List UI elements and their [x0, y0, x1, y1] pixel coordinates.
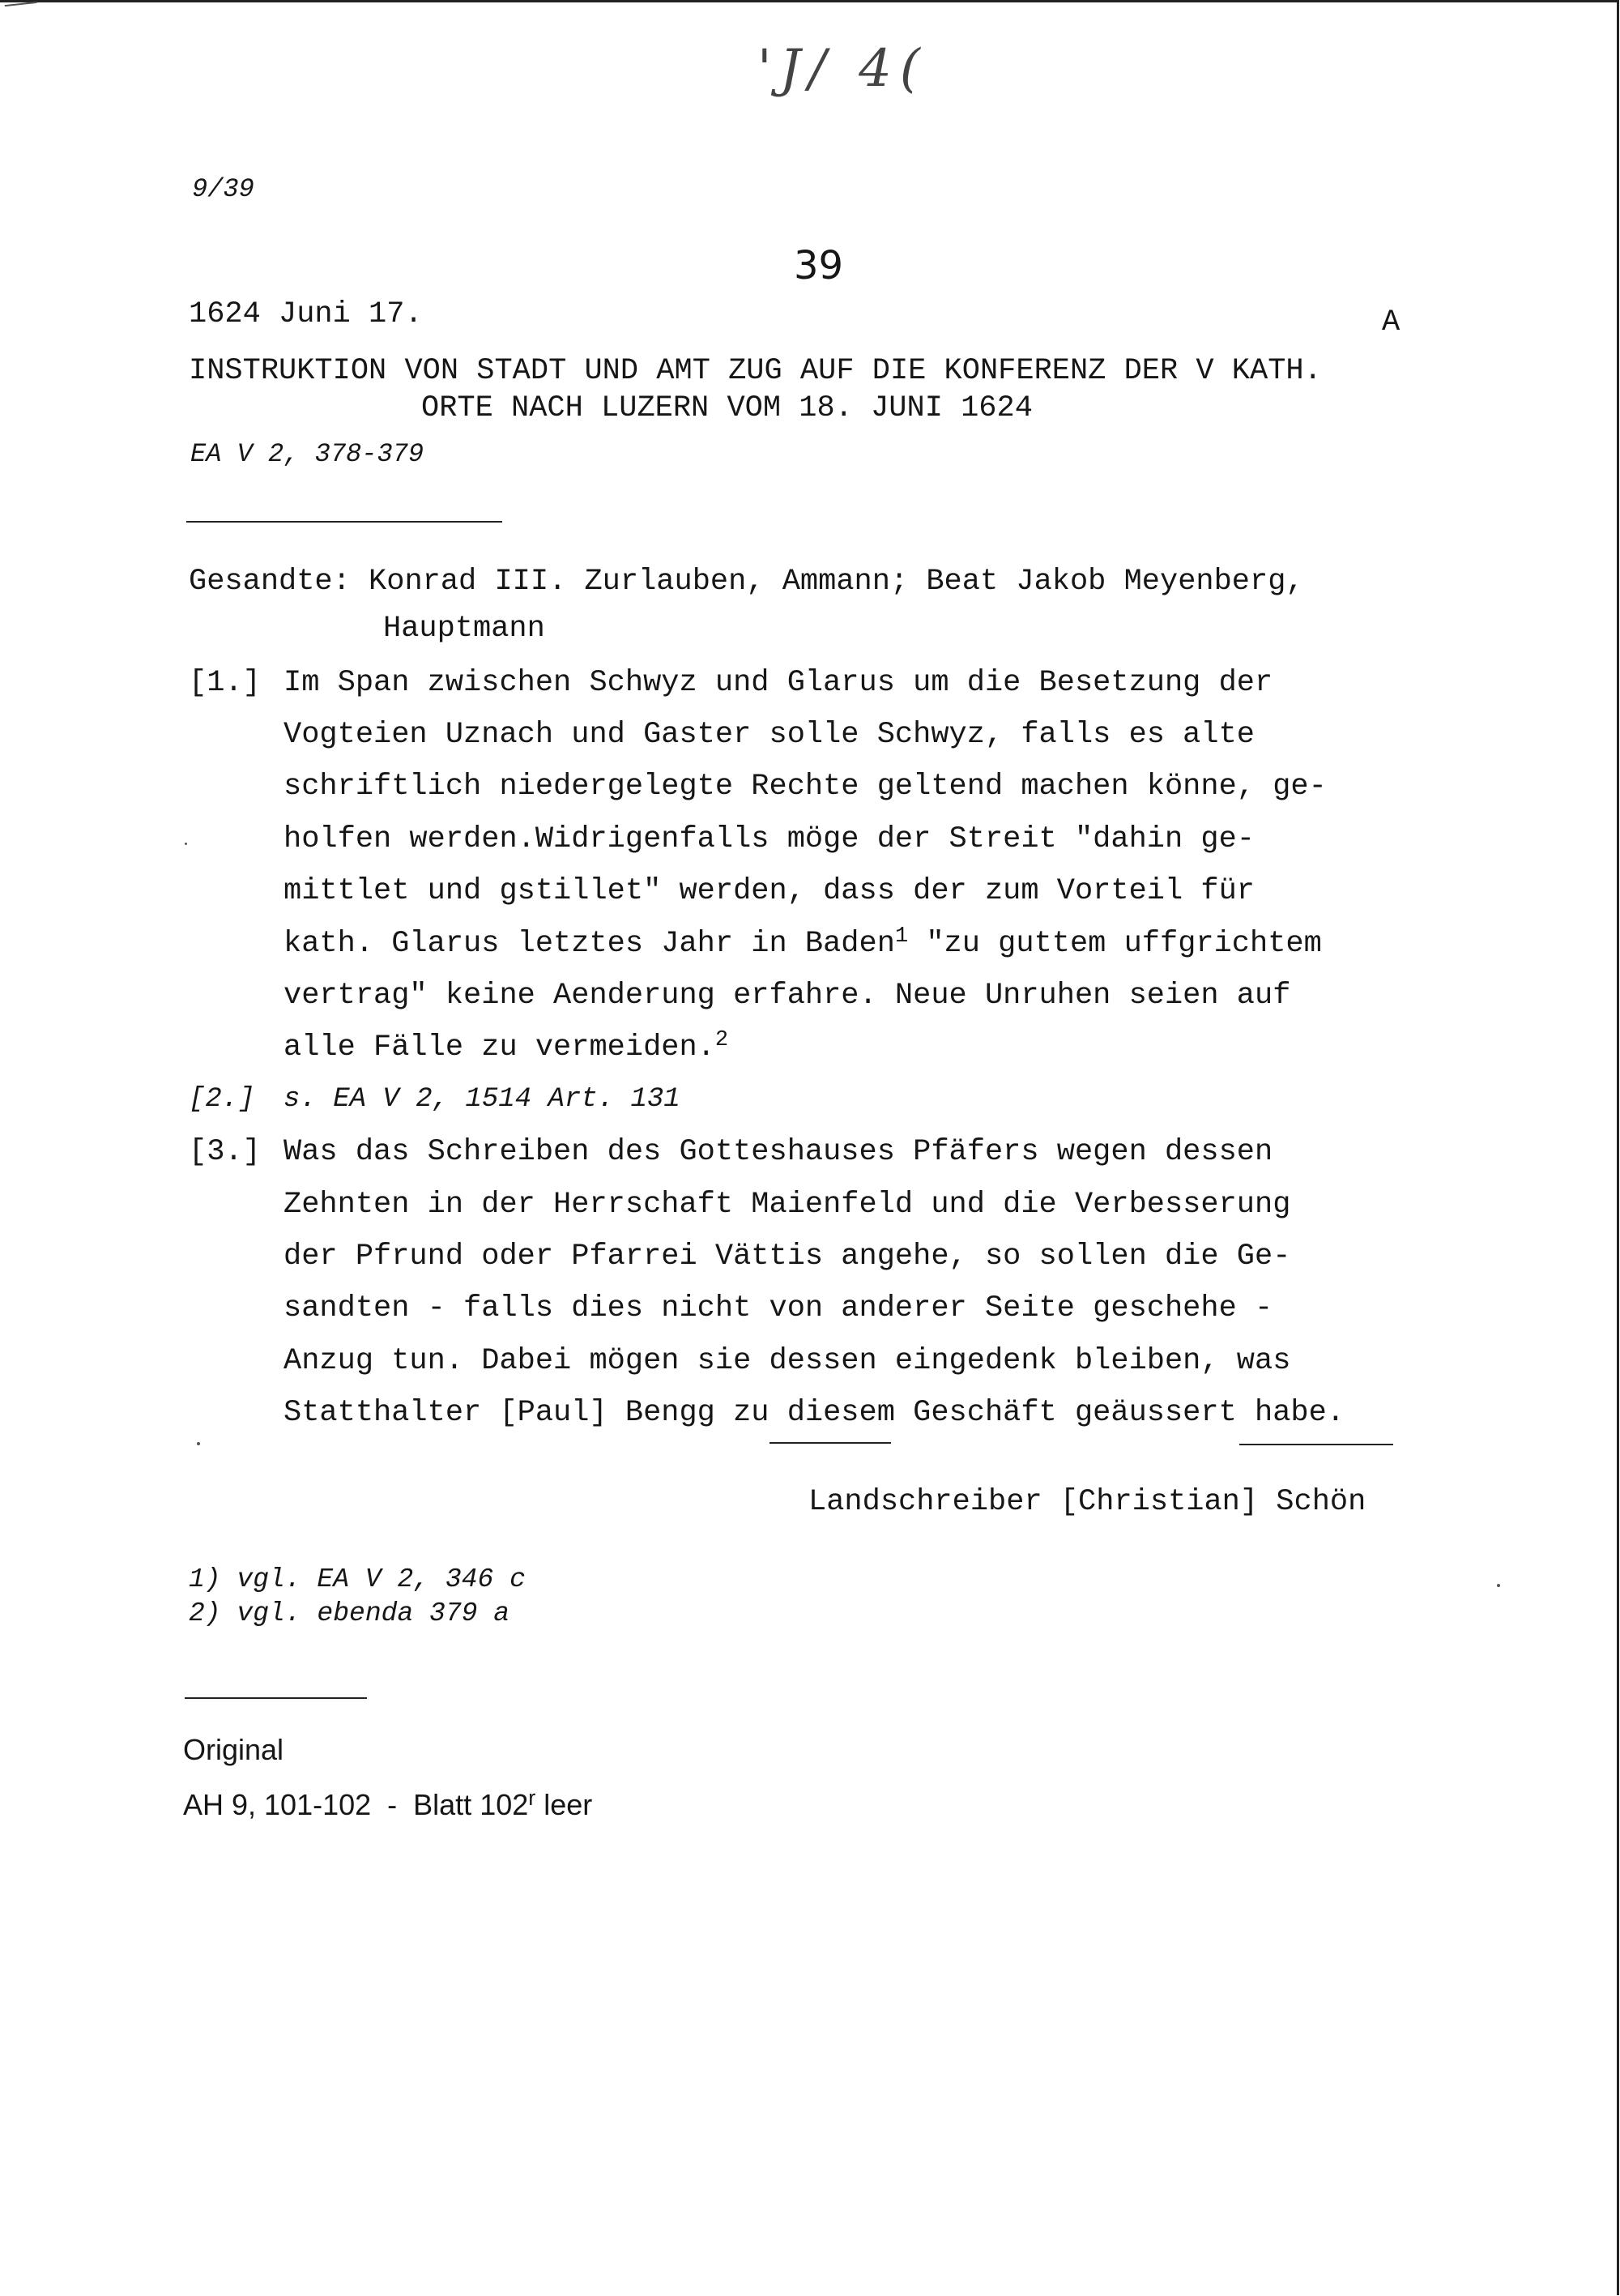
- document-number: 39: [794, 243, 844, 288]
- scan-speck: [1497, 1584, 1500, 1587]
- envoys-line-1: Gesandte: Konrad III. Zurlauben, Ammann; Beat Jakob Meyenberg,: [189, 565, 1304, 599]
- rule-right: [1239, 1444, 1393, 1445]
- source-location-text: AH 9, 101-102 - Blatt 102: [183, 1788, 529, 1821]
- section-3-line-3: der Pfrund oder Pfarrei Vättis angehe, so sollen die Ge-: [284, 1240, 1291, 1274]
- document-type-letter: A: [1382, 305, 1400, 339]
- envoys-line-2: Hauptmann: [383, 612, 545, 646]
- title-line-1: INSTRUKTION VON STADT UND AMT ZUG AUF DIE KONFERENZ DER V KATH.: [189, 354, 1322, 388]
- handwritten-mark: 'J/ 4(: [757, 39, 928, 99]
- scan-speck: [197, 1442, 200, 1445]
- section-3-line-4: sandten - falls dies nicht von anderer Seite geschehe -: [284, 1291, 1273, 1325]
- source-recto-mark: r: [528, 1786, 536, 1810]
- section-3-line-5: Anzug tun. Dabei mögen sie dessen eingedenk bleiben, was: [284, 1344, 1291, 1378]
- scan-speck: [185, 843, 187, 845]
- section-1-line-7: vertrag" keine Aenderung erfahre. Neue Unruhen seien auf: [284, 979, 1291, 1013]
- section-3-line-2: Zehnten in der Herrschaft Maienfeld und die Verbesserung: [284, 1188, 1291, 1222]
- footnote-ref-2: 2: [714, 1028, 729, 1052]
- section-label-3: [3.]: [189, 1135, 261, 1169]
- section-label-2: [2.]: [189, 1084, 255, 1115]
- section-1-line-6a: kath. Glarus letztes Jahr in Baden: [284, 927, 895, 961]
- footnotes-rule: [185, 1697, 367, 1699]
- section-1-line-3: schriftlich niedergelegte Rechte geltend machen könne, ge-: [284, 770, 1327, 804]
- section-2-text: s. EA V 2, 1514 Art. 131: [284, 1084, 680, 1115]
- footnote-ref-1: 1: [894, 924, 909, 949]
- footnote-2: 2) vgl. ebenda 379 a: [189, 1598, 510, 1628]
- section-1-line-5: mittlet und gstillet" werden, dass der zum Vorteil für: [284, 874, 1255, 908]
- section-1-line-6: [284, 924, 1322, 961]
- source-location: [183, 1786, 593, 1821]
- document-date: 1624 Juni 17.: [189, 297, 423, 331]
- section-label-1: [1.]: [189, 666, 261, 700]
- footnote-1: 1) vgl. EA V 2, 346 c: [189, 1564, 526, 1594]
- source-reference: EA V 2, 378-379: [190, 439, 424, 469]
- section-3-line-1: Was das Schreiben des Gotteshauses Pfäfers wegen dessen: [284, 1135, 1273, 1169]
- source-label: Original: [183, 1733, 284, 1766]
- section-3-line-6: Statthalter [Paul] Bengg zu diesem Geschäft geäussert habe.: [284, 1396, 1345, 1430]
- title-line-2: ORTE NACH LUZERN VOM 18. JUNI 1624: [421, 391, 1033, 425]
- section-1-line-4: holfen werden.Widrigenfalls möge der Streit "dahin ge-: [284, 822, 1255, 856]
- section-1-line-2: Vogteien Uznach und Gaster solle Schwyz, falls es alte: [284, 718, 1255, 752]
- signature: Landschreiber [Christian] Schön: [808, 1485, 1366, 1519]
- section-1-line-1: Im Span zwischen Schwyz und Glarus um die Besetzung der: [284, 666, 1273, 700]
- section-1-line-8-text: alle Fälle zu vermeiden.: [284, 1031, 715, 1065]
- separator-rule: [186, 521, 502, 523]
- rule-mid: [770, 1442, 891, 1444]
- section-1-line-8: [284, 1028, 729, 1065]
- archive-number: 9/39: [192, 174, 254, 204]
- source-location-after: leer: [535, 1788, 593, 1821]
- section-1-line-6b: "zu guttem uffgrichtem: [908, 927, 1322, 961]
